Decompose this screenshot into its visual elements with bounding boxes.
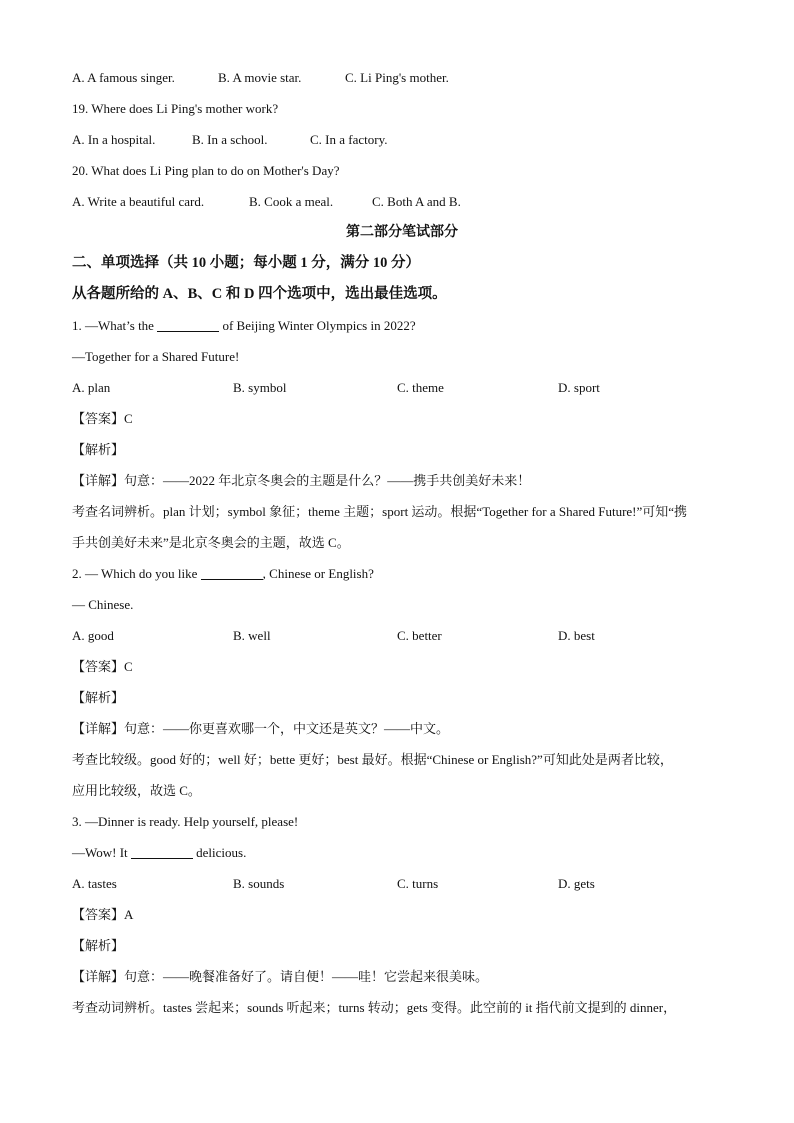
question-2-explanation-1: 考查比较级。good 好的；well 好；bette 更好；best 最好。根据“Chinese or English?”可知此处是两者比较， [72,752,673,767]
question-1-text-before: 1. —What’s the [72,318,158,333]
question-2-option-d: D. best [558,628,595,643]
question-3-text-after: delicious. [192,845,247,860]
question-3-option-d: D. gets [558,876,595,891]
question-1-reply: —Together for a Shared Future! [72,349,240,364]
question-1-explanation-1: 考查名词辨析。plan 计划；symbol 象征；theme 主题；sport 运动。根据“Together for a Shared Future!”可知“携 [72,504,688,519]
document-page [72,62,732,1023]
question-2-text-before: 2. — Which do you like [72,566,201,581]
question-3-reply [72,837,732,868]
question-3-blank [131,844,193,859]
question-1-options [72,372,732,403]
question-2-analysis: 【解析】 [72,690,125,705]
question-3-option-b: B. sounds [233,876,285,891]
q20-stem: 20. What does Li Ping plan to do on Mother's Day? [72,163,340,178]
question-3-explanation-1: 考查动词辨析。tastes 尝起来；sounds 听起来；turns 转动；gets 变得。此空前的 it 指代前文提到的 dinner， [72,1000,677,1015]
question-1-detail: 【详解】句意：——2022 年北京冬奥会的主题是什么？——携手共创美好未来！ [72,473,531,488]
question-3-options [72,868,732,899]
question-2-reply: — Chinese. [72,597,134,612]
q19-options [72,124,732,155]
question-2-option-c: C. better [397,628,442,643]
question-1-option-c: C. theme [397,380,444,395]
question-2-option-b: B. well [233,628,271,643]
part-title: 第二部分笔试部分 [346,225,458,240]
question-1-option-b: B. symbol [233,380,287,395]
question-2-explanation-2: 应用比较级，故选 C。 [72,783,201,798]
section-instruction: 从各题所给的 A、B、C 和 D 四个选项中，选出最佳选项。 [72,286,447,302]
question-1-text-after: of Beijing Winter Olympics in 2022? [219,318,416,333]
question-3-option-c: C. turns [397,876,439,891]
q20-options [72,186,732,217]
question-1-analysis: 【解析】 [72,442,125,457]
question-1-answer: 【答案】C [72,411,133,426]
question-2-detail: 【详解】句意：——你更喜欢哪一个，中文还是英文？——中文。 [72,721,450,736]
question-2-answer: 【答案】C [72,659,133,674]
q20-option-b: B. Cook a meal. [249,194,334,209]
question-1-option-d: D. sport [558,380,600,395]
question-2-blank [201,565,263,580]
question-3-stem: 3. —Dinner is ready. Help yourself, please! [72,814,299,829]
q20-option-a: A. Write a beautiful card. [72,194,205,209]
q19-stem: 19. Where does Li Ping's mother work? [72,101,279,116]
question-3-answer: 【答案】A [72,907,134,922]
question-3-option-a: A. tastes [72,876,117,891]
question-2-stem [72,558,732,589]
q18-options [72,62,732,93]
q18-option-a: A. A famous singer. [72,70,175,85]
q18-option-b: B. A movie star. [218,70,302,85]
q18-option-c: C. Li Ping's mother. [345,70,449,85]
question-3-text-before: —Wow! It [72,845,131,860]
q19-option-c: C. In a factory. [310,132,388,147]
question-1-option-a: A. plan [72,380,111,395]
question-3-analysis: 【解析】 [72,938,125,953]
question-2-option-a: A. good [72,628,114,643]
question-1-explanation-2: 手共创美好未来”是北京冬奥会的主题，故选 C。 [72,535,350,550]
question-2-options [72,620,732,651]
question-1-blank [157,317,219,332]
q19-option-b: B. In a school. [192,132,268,147]
question-3-detail: 【详解】句意：——晚餐准备好了。请自便！——哇！它尝起来很美味。 [72,969,489,984]
q19-option-a: A. In a hospital. [72,132,156,147]
section-title: 二、单项选择（共 10 小题；每小题 1 分，满分 10 分） [72,255,420,271]
q20-option-c: C. Both A and B. [372,194,461,209]
question-2-text-after: , Chinese or English? [262,566,374,581]
question-1-stem [72,310,732,341]
